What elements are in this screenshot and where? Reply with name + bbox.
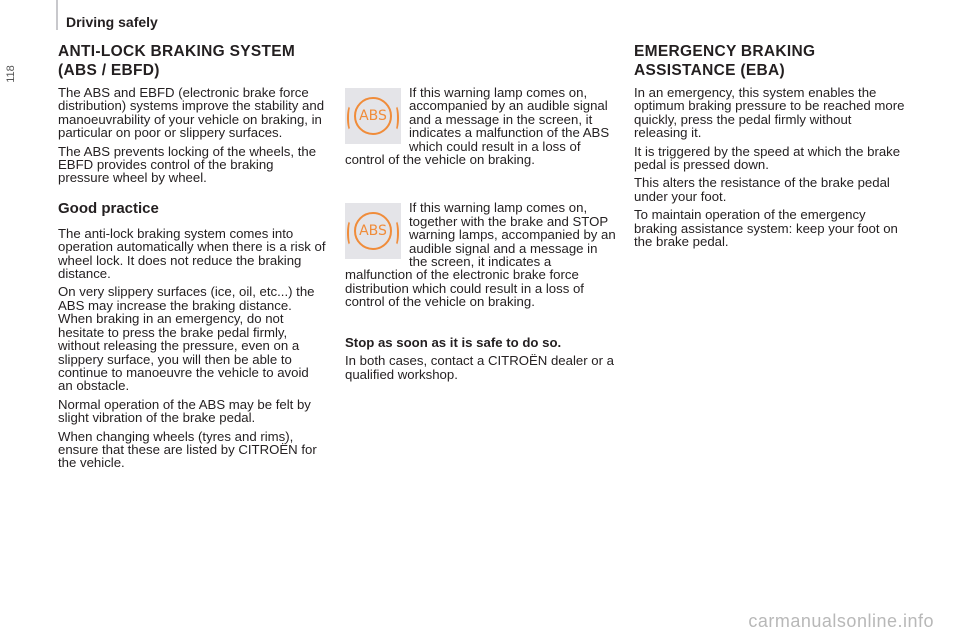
section-label: Driving safely xyxy=(66,14,158,30)
eba-column xyxy=(634,42,906,253)
abs-title: ANTI-LOCK BRAKING SYSTEM (ABS / EBFD) xyxy=(58,43,296,79)
good-practice-paragraph: Normal operation of the ABS may be felt by slight vibration of the brake pedal. xyxy=(58,396,311,426)
ebfd-warning-lamp-icon xyxy=(345,203,401,259)
abs-paragraph: The ABS prevents locking of the wheels, the EBFD provides control of the braking pressure wheel by wheel. xyxy=(58,143,317,186)
header-bar xyxy=(56,0,58,30)
ebfd-lamp-label: ABS xyxy=(354,212,392,250)
good-practice-paragraph: When changing wheels (tyres and rims), ensure that these are listed by CITROËN for the vehicle. xyxy=(58,428,317,471)
abs-column xyxy=(58,42,326,475)
good-practice-paragraph: On very slippery surfaces (ice, oil, etc...) the ABS may increase the braking distance. When braking in an emergency, do not hesitate to press the brake pedal firmly, without releasing the pressure, even on a slippery surface, you will then be able to continue to manoeuvre the vehicle to avoid an obstacle. xyxy=(58,284,315,394)
stop-note: Stop as soon as it is safe to do so. xyxy=(345,334,562,350)
good-practice-title: Good practice xyxy=(58,199,159,217)
eba-title: EMERGENCY BRAKING ASSISTANCE (EBA) xyxy=(634,43,816,79)
ebfd-warning-text: If this warning lamp comes on, together with the brake and STOP warning lamps, accompanied by an audible signal and a message in the screen, it indicates a malfunction of the electronic brake force distribution which could result in a loss of control of the vehicle on braking. xyxy=(345,200,616,310)
eba-paragraph: It is triggered by the speed at which the brake pedal is pressed down. xyxy=(634,143,901,173)
contact-note: In both cases, contact a CITROËN dealer or a qualified workshop. xyxy=(345,353,615,382)
good-practice-paragraph: The anti-lock braking system comes into operation automatically when there is a risk of wheel lock. It does not reduce the braking distance. xyxy=(58,225,326,282)
watermark: carmanualsonline.info xyxy=(748,611,934,631)
ebfd-warning-block xyxy=(345,201,617,313)
abs-paragraph: The ABS and EBFD (electronic brake force distribution) systems improve the stability and manoeuvrability of your vehicle on braking, in particular on poor or slippery surfaces. xyxy=(58,85,325,141)
eba-paragraph: This alters the resistance of the brake pedal under your foot. xyxy=(634,175,890,204)
eba-paragraph: To maintain operation of the emergency braking assistance system: keep your foot on the brake pedal. xyxy=(634,207,898,250)
eba-paragraph: In an emergency, this system enables the optimum braking pressure to be reached more quickly, press the pedal firmly without releasing it. xyxy=(634,85,905,141)
abs-warning-text: If this warning lamp comes on, accompanied by an audible signal and a message in the screen, it indicates a malfunction of the ABS which could result in a loss of control of the vehicle on braking. xyxy=(345,85,610,168)
page-number: 118 xyxy=(5,65,17,83)
abs-lamp-label: ABS xyxy=(354,97,392,135)
abs-warning-block xyxy=(345,86,617,171)
warnings-column xyxy=(345,86,617,386)
abs-warning-lamp-icon xyxy=(345,88,401,144)
